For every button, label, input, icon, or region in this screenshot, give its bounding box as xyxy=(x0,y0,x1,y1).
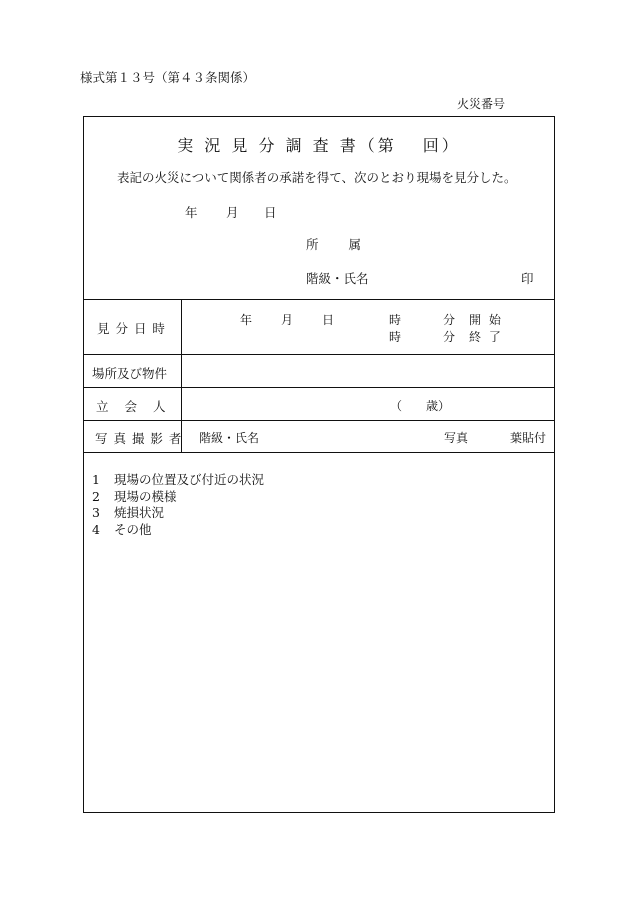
photographer-label: 写 真 撮 影 者 xyxy=(95,431,183,446)
report-date-month: 月 xyxy=(226,205,239,220)
start-hour: 時 xyxy=(389,313,402,327)
title-main: 実 況 見 分 調 査 書（第 xyxy=(177,136,397,155)
photo-label: 写真 xyxy=(444,431,469,445)
title-end: 回） xyxy=(422,136,461,155)
inspection-month: 月 xyxy=(281,313,294,327)
affiliation-label: 所属 xyxy=(306,237,392,252)
row-divider-2 xyxy=(84,387,554,388)
row-divider-1 xyxy=(84,354,554,355)
report-frame xyxy=(83,116,555,813)
inspection-datetime-label: 見 分 日 時 xyxy=(97,321,166,336)
list-item: 4 その他 xyxy=(92,521,152,537)
end-hour: 時 xyxy=(389,330,402,344)
form-number: 様式第１３号（第４３条関係） xyxy=(80,70,256,85)
start-minute: 分 xyxy=(443,313,456,327)
page-title xyxy=(84,133,554,156)
list-item: 2 現場の模様 xyxy=(92,488,177,504)
photographer-rank-name: 階級・氏名 xyxy=(199,431,260,445)
inspection-day: 日 xyxy=(322,313,335,327)
report-date-year: 年 xyxy=(185,205,198,220)
witness-age: （ 歳） xyxy=(390,399,451,413)
start-label: 開 始 xyxy=(469,313,503,327)
intro-text: 表記の火災について関係者の承諾を得て、次のとおり現場を見分した。 xyxy=(117,170,517,185)
end-minute: 分 xyxy=(443,330,456,344)
inspection-year: 年 xyxy=(240,313,253,327)
location-label: 場所及び物件 xyxy=(92,366,168,381)
photo-attached-label: 葉貼付 xyxy=(510,431,547,445)
table-top-border xyxy=(84,299,554,300)
contents-list xyxy=(92,472,264,538)
rank-name-label: 階級・氏名 xyxy=(306,271,369,286)
end-label: 終 了 xyxy=(469,330,503,344)
list-item: 1 現場の位置及び付近の状況 xyxy=(92,472,265,487)
fire-number-label: 火災番号 xyxy=(457,97,506,111)
seal-label: 印 xyxy=(521,271,534,286)
report-date-day: 日 xyxy=(264,205,277,220)
witness-label: 立 会 人 xyxy=(96,399,172,414)
table-bottom-border xyxy=(84,452,554,453)
row-divider-3 xyxy=(84,420,554,421)
list-item: 3 焼損状況 xyxy=(92,505,165,520)
